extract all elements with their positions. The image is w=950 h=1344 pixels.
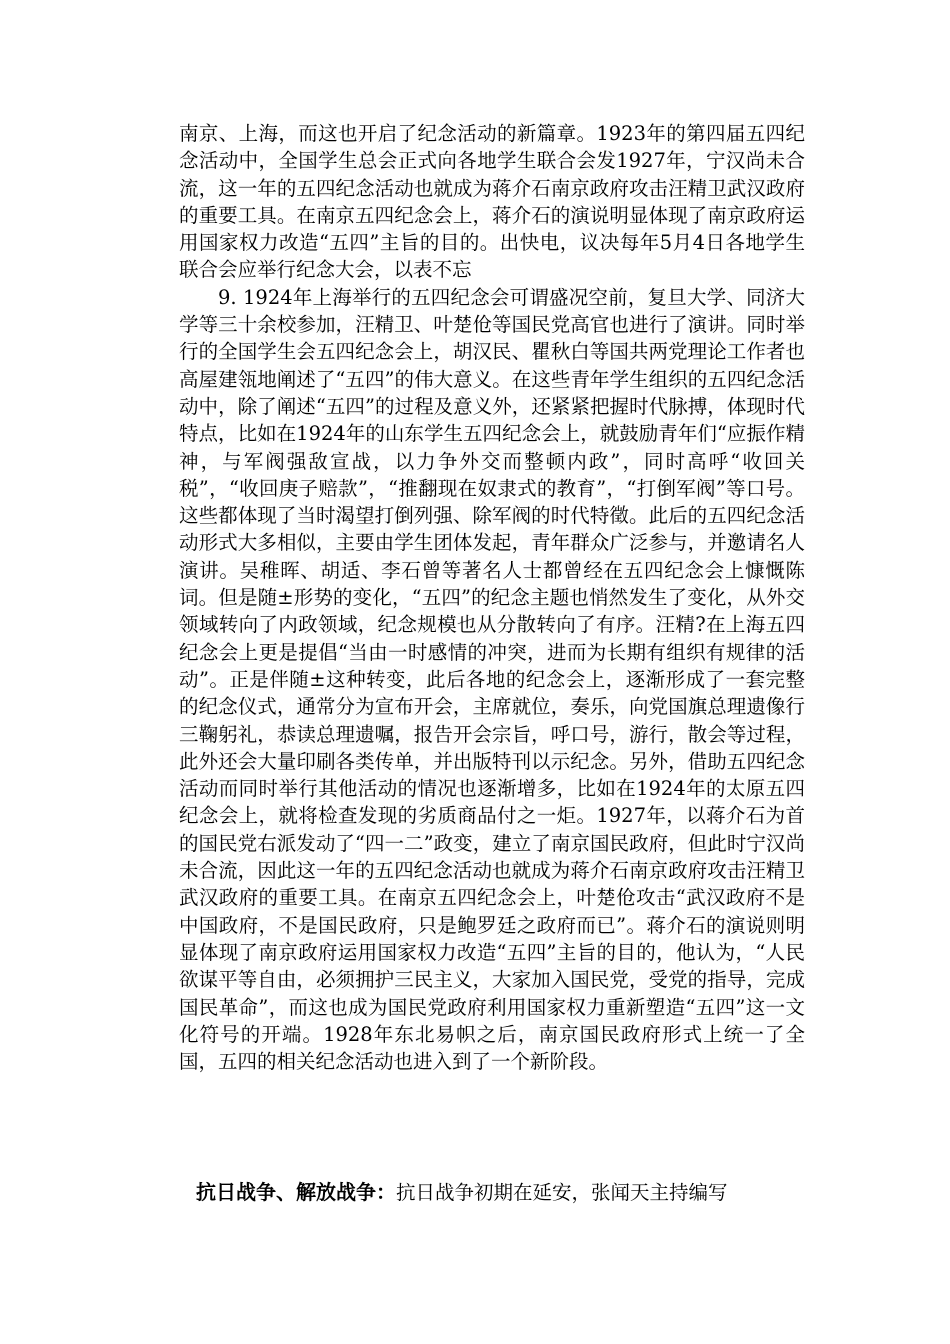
section-text: 抗日战争初期在延安，张闻天主持编写: [396, 1181, 728, 1204]
section-line: [196, 1178, 806, 1207]
section-heading: 抗日战争、解放战争：: [196, 1180, 396, 1204]
body-text: [179, 120, 805, 1075]
paragraph-2: 9. 1924年上海举行的五四纪念会可谓盛况空前，复旦大学、同济大学等三十余校参加，汪精卫、叶楚伧等国民党高官也进行了演讲。同时举行的全国学生会五四纪念会上，胡汉民、瞿秋白等国共两党理论工作者也高屋建瓴地阐述了“五四”的伟大意义。在这些青年学生组织的五四纪念活动中，除了阐述“五四”的过程及意义外，还紧紧把握时代脉搏，体现时代特点，比如在1924年的山东学生五四纪念会上，就鼓励青年们“应振作精神，与军阀强敌宣战，以力争外交而整顿内政”，同时高呼“收回关税”，“收回庚子赔款”，“推翻现在奴隶式的教育”，“打倒军阀”等口号。这些都体现了当时渴望打倒列强、除军阀的时代特徵。此后的五四纪念活动形式大多相似，主要由学生团体发起，青年群众广泛参与，并邀请名人演讲。吴稚晖、胡适、李石曾等著名人士都曾经在五四纪念会上慷慨陈词。但是随±形势的变化，“五四”的纪念主题也悄然发生了变化，从外交领域转向了内政领域，纪念规模也从分散转向了有序。汪精?在上海五四纪念会上更是提倡“当由一时感情的冲突，进而为长期有组织有规律的活动”。正是伴随±这种转变，此后各地的纪念会上，逐渐形成了一套完整的纪念仪式，通常分为宣布开会，主席就位，奏乐，向党国旗总理遗像行三鞠躬礼，恭读总理遗嘱，报告开会宗旨，呼口号，游行，散会等过程，此外还会大量印刷各类传单，并出版特刊以示纪念。另外，借助五四纪念活动而同时举行其他活动的情况也逐渐增多，比如在1924年的太原五四纪念会上，就将检查发现的劣质商品付之一炬。1927年，以蒋介石为首的国民党右派发动了“四一二”政变，建立了南京国民政府，但此时宁汉尚未合流，因此这一年的五四纪念活动也就成为蒋介石南京政府攻击汪精卫武汉政府的重要工具。在南京五四纪念会上，叶楚伧攻击“武汉政府不是中国政府，不是国民政府，只是鲍罗廷之政府而已”。蒋介石的演说则明显体现了南京政府运用国家权力改造“五四”主旨的目的，他认为，“人民欲谋平等自由，必须拥护三民主义，大家加入国民党，受党的指导，完成国民革命”，而这也成为国民党政府利用国家权力重新塑造“五四”这一文化符号的开端。1928年东北易帜之后，南京国民政府形式上统一了全国，五四的相关纪念活动也进入到了一个新阶段。: [179, 285, 805, 1074]
paragraph-1: 南京、上海，而这也开启了纪念活动的新篇章。1923年的第四届五四纪念活动中，全国学生总会正式向各地学生联合会发1927年，宁汉尚未合流，这一年的五四纪念活动也就成为蒋介石南京政府攻击汪精卫武汉政府的重要工具。在南京五四纪念会上，蒋介石的演说明显体现了南京政府运用国家权力改造“五四”主旨的目的。出快电，议决每年5月4日各地学生联合会应举行纪念大会，以表不忘: [179, 122, 805, 282]
